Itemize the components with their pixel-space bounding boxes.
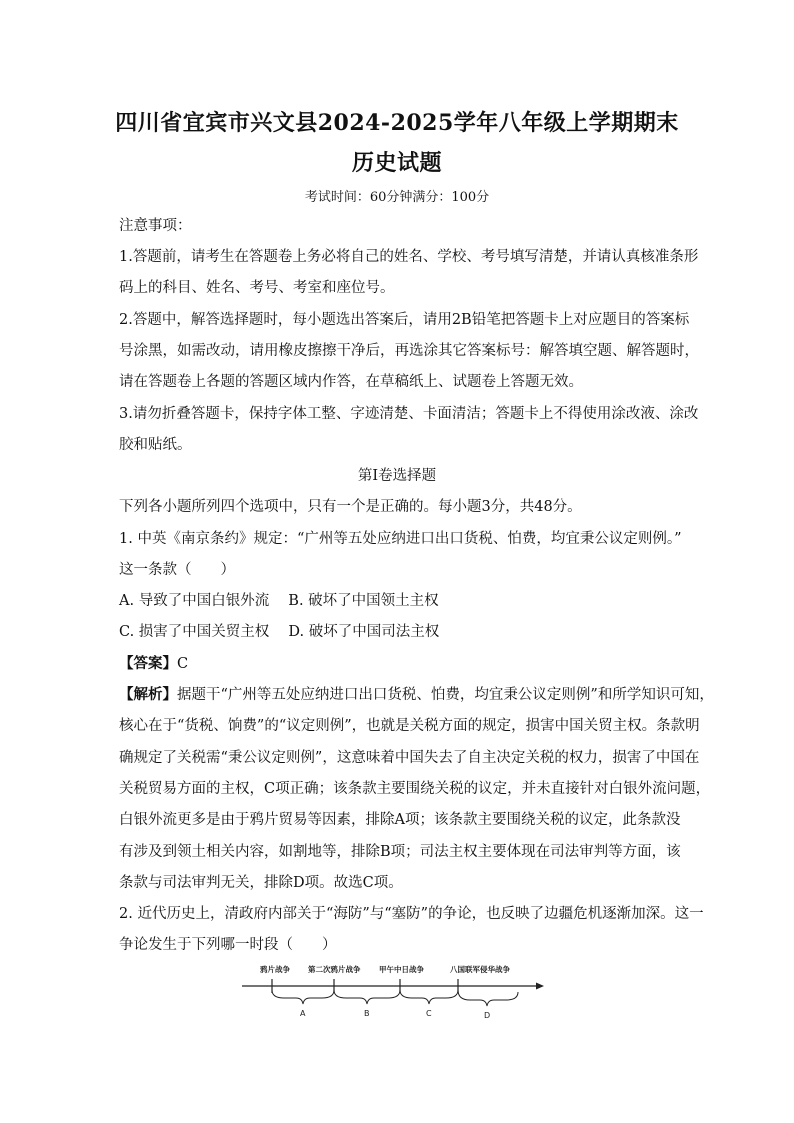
question-2-stem: 争论发生于下列哪一时段（ ） bbox=[119, 937, 337, 953]
analysis-text: 据题干“广州等五处应纳进口出口货税、怕费，均宜秉公议定则例”和所学知识可知， bbox=[177, 687, 714, 703]
analysis-line: 核心在于“货税、饷费”的“议定则例”，也就是关税方面的规定，损害中国关贸主权。条款明 bbox=[119, 718, 700, 734]
question-1-stem: 1. 中英《南京条约》规定：“广州等五处应纳进口出口货税、怕费，均宜秉公议定则例。” bbox=[119, 531, 682, 547]
segment-label: A bbox=[300, 1009, 306, 1018]
notice-line: 号涂黑，如需改动，请用橡皮擦擦干净后，再选涂其它答案标号：解答填空题、解答题时， bbox=[119, 343, 699, 359]
analysis-line bbox=[119, 685, 714, 705]
segment-brace-d bbox=[458, 990, 518, 1006]
exam-info: 考试时间：60分钟满分：100分 bbox=[304, 190, 490, 205]
answer-line bbox=[119, 654, 679, 674]
analysis-line: 条款与司法审判无关，排除D项。故选C项。 bbox=[119, 875, 403, 891]
question-2-stem: 2. 近代历史上，清政府内部关于“海防”与“塞防”的争论，也反映了边疆危机逐渐加深。这一 bbox=[119, 906, 704, 922]
segment-brace-b bbox=[334, 990, 400, 1004]
segment-brace-a bbox=[272, 990, 334, 1004]
segment-label: B bbox=[364, 1009, 370, 1018]
question-1-stem: 这一条款（ ） bbox=[119, 562, 235, 578]
notice-line: 1.答题前，请考生在答题卷上务必将自己的姓名、学校、考号填写清楚，并请认真核准条形 bbox=[119, 249, 699, 265]
analysis-line: 关税贸易方面的主权，C项正确；该条款主要围绕关税的议定，并未直接针对白银外流问题， bbox=[119, 781, 711, 797]
history-timeline bbox=[236, 960, 546, 1022]
notice-line: 3.请勿折叠答题卡，保持字体工整、字迹清楚、卡面清洁；答题卡上不得使用涂改液、涂改 bbox=[119, 406, 699, 422]
analysis-label: 【解析】 bbox=[119, 686, 177, 703]
notices-heading: 注意事项： bbox=[119, 218, 192, 234]
segment-label: C bbox=[426, 1009, 432, 1018]
event-label: 八国联军侵华战争 bbox=[450, 965, 510, 974]
notice-line: 胶和贴纸。 bbox=[119, 437, 192, 453]
event-label: 甲午中日战争 bbox=[379, 965, 424, 974]
notice-line: 2.答题中，解答选择题时，每小题选出答案后，请用2B铅笔把答题卡上对应题目的答案标 bbox=[119, 312, 690, 328]
notice-line: 请在答题卷上各题的答题区域内作答，在草稿纸上、试题卷上答题无效。 bbox=[119, 374, 583, 390]
timeline-arrow bbox=[536, 983, 544, 990]
section-intro: 下列各小题所列四个选项中，只有一个是正确的。每小题3分，共48分。 bbox=[119, 499, 582, 515]
document-title: 四川省宜宾市兴文县2024-2025学年八年级上学期期末 bbox=[115, 110, 679, 136]
notice-line: 码上的科目、姓名、考号、考室和座位号。 bbox=[119, 280, 395, 296]
question-1-options: A. 导致了中国白银外流 B. 破坏了中国领土主权 bbox=[119, 593, 439, 609]
answer-label: 【答案】 bbox=[119, 655, 177, 672]
question-1-options: C. 损害了中国关贸主权 D. 破坏了中国司法主权 bbox=[119, 624, 440, 640]
segment-brace-c bbox=[400, 990, 458, 1004]
analysis-line: 有涉及到领土相关内容，如割地等，排除B项；司法主权主要体现在司法审判等方面，该 bbox=[119, 844, 681, 860]
segment-label: D bbox=[484, 1011, 491, 1020]
event-label: 鸦片战争 bbox=[260, 965, 290, 974]
document-subtitle: 历史试题 bbox=[351, 150, 442, 176]
answer-value: C bbox=[177, 656, 189, 672]
analysis-line: 白银外流更多是由于鸦片贸易等因素，排除A项；该条款主要围绕关税的议定，此条款没 bbox=[119, 812, 681, 828]
analysis-line: 确规定了关税需“秉公议定则例”，这意味着中国失去了自主决定关税的权力，损害了中国在 bbox=[119, 750, 700, 766]
event-label: 第二次鸦片战争 bbox=[308, 965, 361, 974]
section-title: 第Ⅰ卷选择题 bbox=[357, 468, 437, 484]
